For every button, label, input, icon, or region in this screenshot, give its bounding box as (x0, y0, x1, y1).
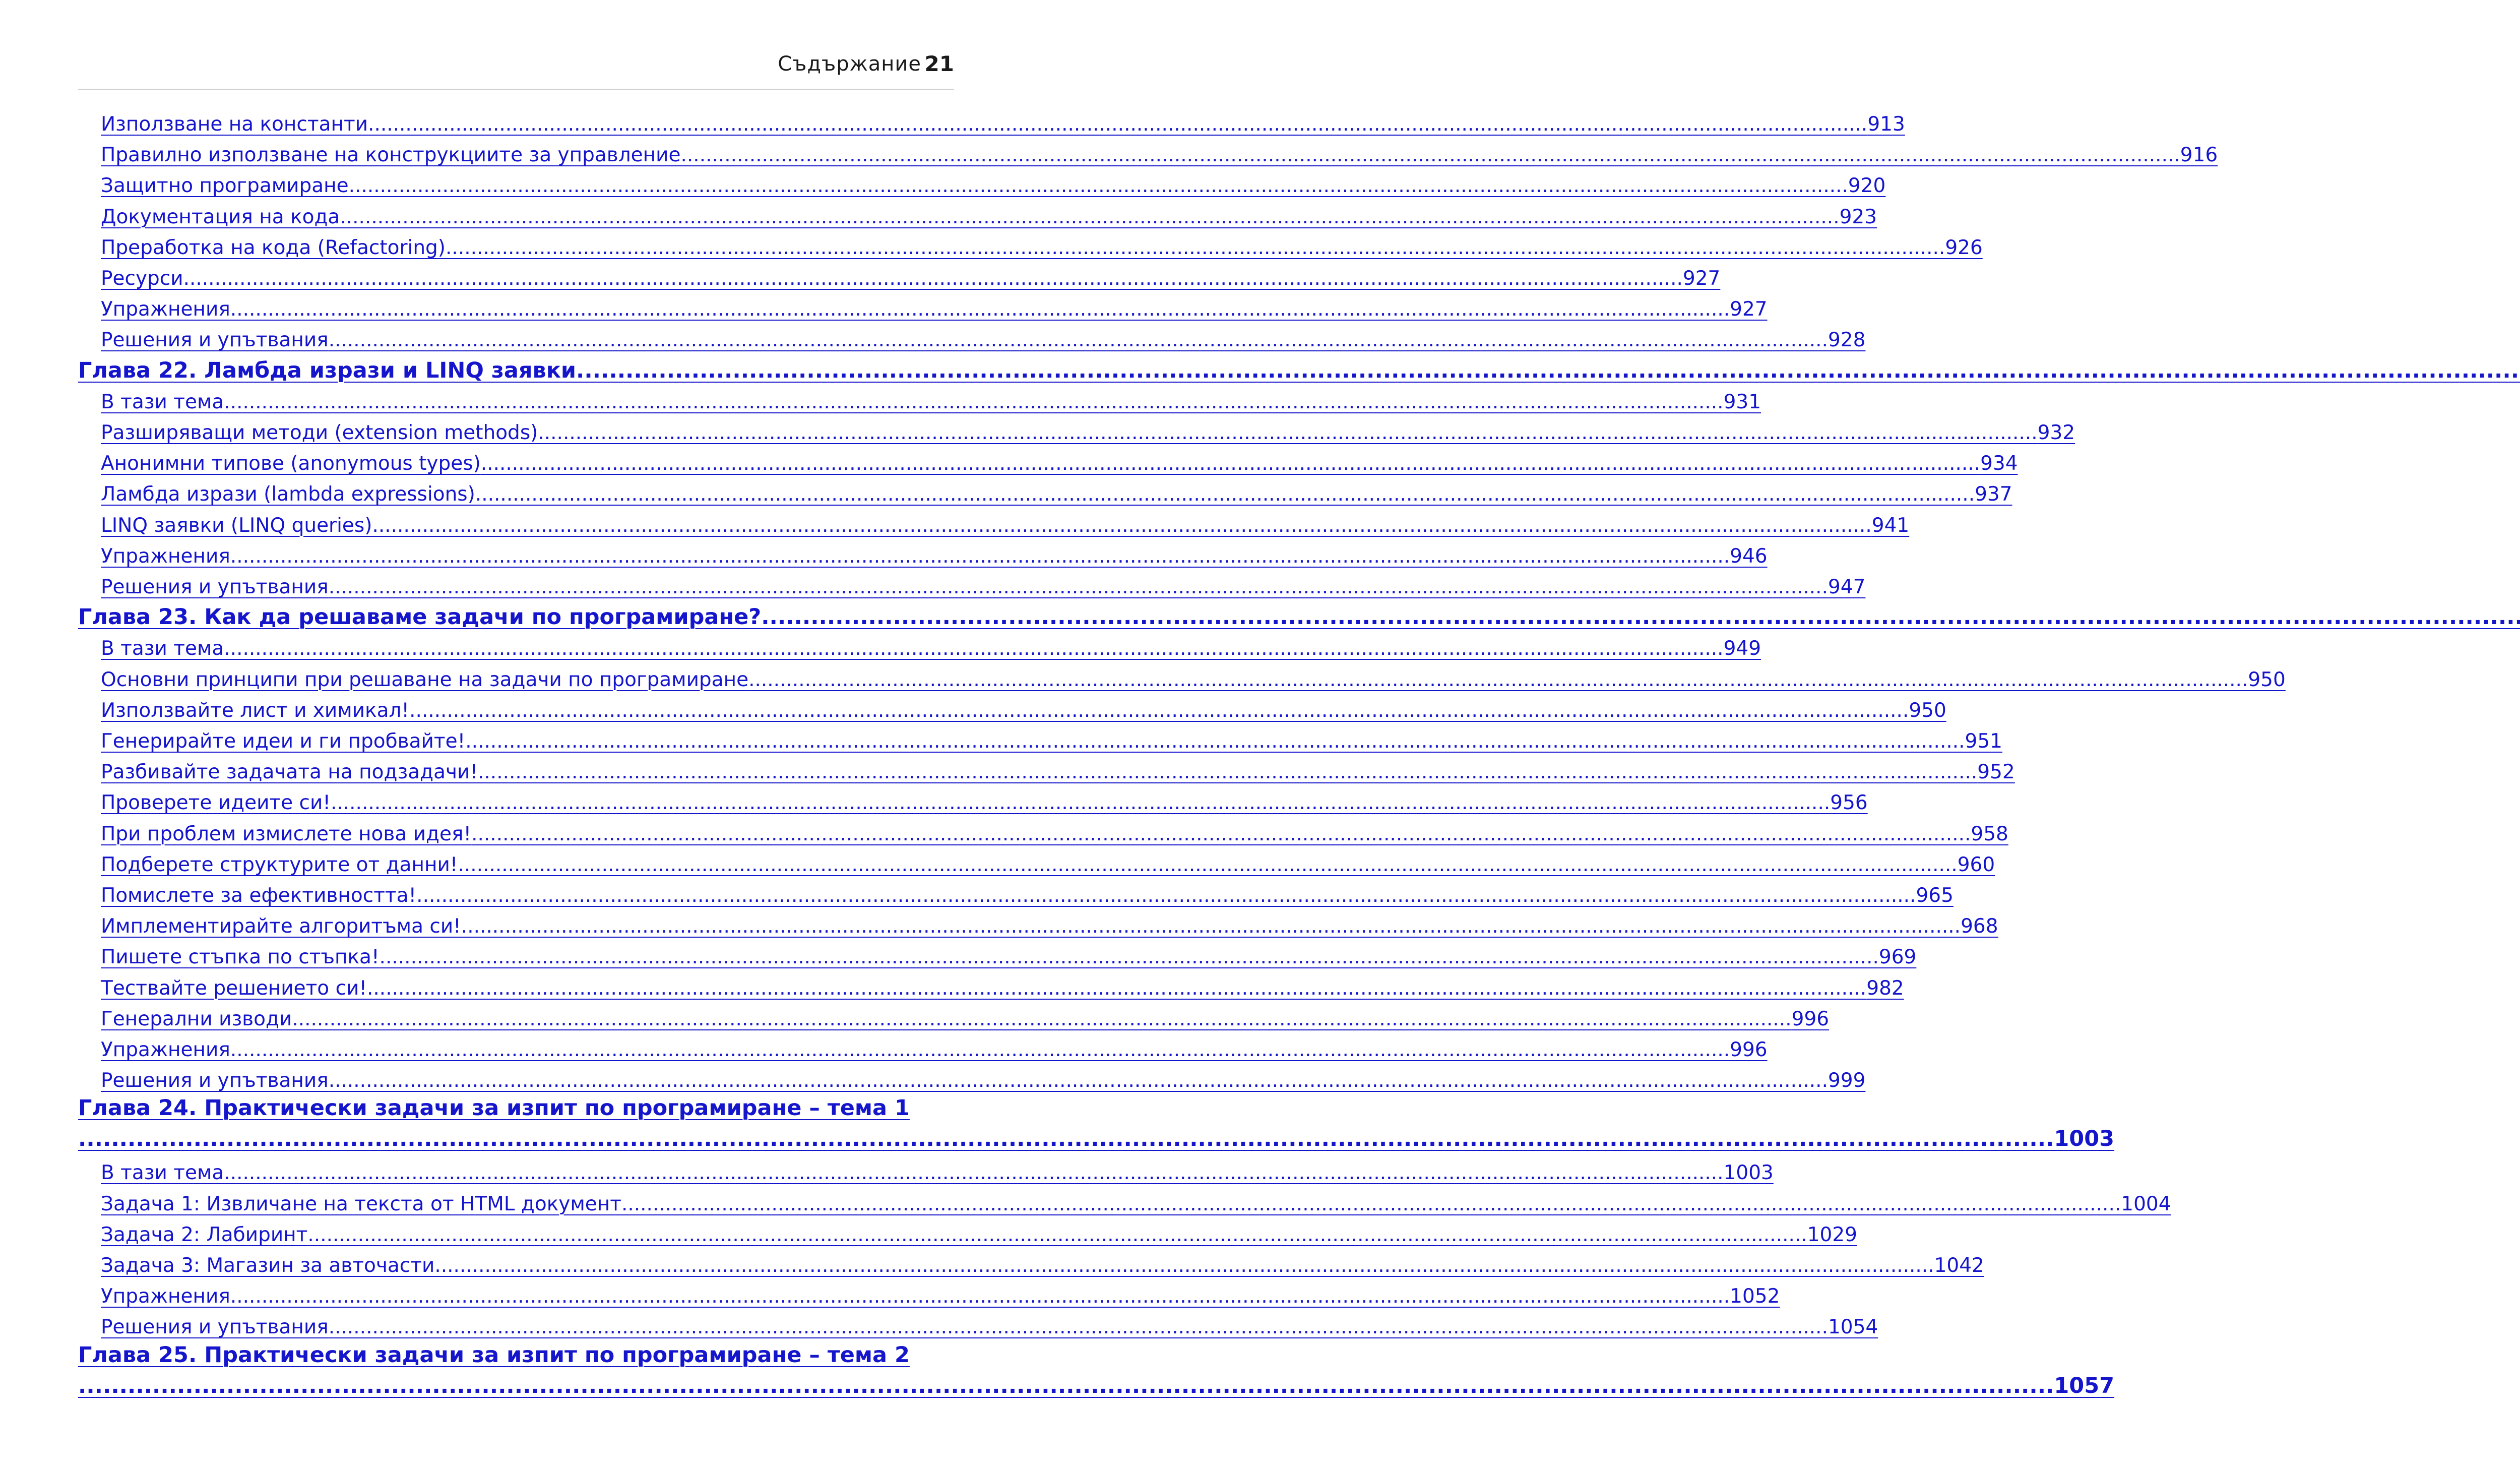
toc-entry (0, 908, 1998, 939)
toc-entry (0, 507, 1910, 538)
toc-entry (0, 260, 1721, 291)
toc-page-number: 931 (1723, 390, 1761, 413)
toc-entry-label: Помислете за ефективността! (101, 884, 417, 907)
toc-dot-leader (372, 514, 1871, 538)
toc-entry (0, 229, 1983, 260)
toc-page-number: 1054 (1828, 1316, 1878, 1339)
header-page-number: 21 (924, 51, 954, 76)
toc-entry (0, 137, 2218, 167)
toc-link[interactable] (101, 939, 1917, 972)
toc-dot-leader (475, 482, 1975, 507)
toc-entry-label: Упражнения (101, 544, 230, 568)
toc-page-number: 960 (1957, 853, 1995, 876)
toc-entry (0, 846, 1995, 877)
toc-entry-label: Решения и упътвания (101, 329, 329, 352)
toc-page-number: 1029 (1807, 1223, 1857, 1246)
toc-entry-label: Защитно програмиране (101, 174, 349, 198)
toc-page-number: 950 (2248, 668, 2286, 691)
toc-link[interactable] (78, 1121, 2115, 1154)
toc-link[interactable] (101, 106, 1905, 140)
toc-entry-label: Използвайте лист и химикал! (101, 699, 410, 722)
toc-page-number: 926 (1945, 236, 1983, 259)
toc-dot-leader (434, 1254, 1934, 1278)
toc-link[interactable] (101, 692, 1946, 726)
toc-entry (0, 1309, 1878, 1339)
toc-entry (0, 816, 2008, 846)
toc-dot-leader (481, 452, 1980, 476)
toc-page-number: 920 (1848, 174, 1886, 198)
toc-entry (0, 414, 2075, 445)
toc-dot-leader (380, 945, 1879, 969)
toc-entry-label: Задача 1: Извличане на текста от HTML документ (101, 1192, 621, 1215)
toc-page-number: 932 (2037, 421, 2075, 444)
toc-entry-label: Правилно използване на конструкциите за управление (101, 144, 681, 167)
toc-link[interactable] (101, 1247, 1984, 1281)
toc-dot-leader (307, 1223, 1807, 1247)
toc-link[interactable] (101, 877, 1954, 911)
toc-entry (0, 199, 1877, 229)
toc-link[interactable] (101, 260, 1721, 294)
toc-chapter-entry (0, 353, 1032, 384)
toc-page-number: 1042 (1934, 1254, 1984, 1277)
toc-dot-leader (416, 884, 1916, 908)
toc-link[interactable] (101, 970, 1904, 1004)
toc-page-number: 996 (1730, 1038, 1768, 1061)
toc-entry-label: Упражнения (101, 1038, 230, 1061)
toc-page-number: 950 (1909, 699, 1946, 722)
toc-chapter-label[interactable]: Глава 25. Практически задачи за изпит по програмиране – тема 2 (78, 1342, 910, 1368)
toc-dot-leader (409, 699, 1909, 723)
toc-entry (0, 291, 1768, 322)
toc-entry (0, 723, 2002, 754)
toc-dot-leader (329, 1069, 1828, 1093)
toc-chapter-entry (0, 599, 1032, 630)
toc-entry-label: При проблем измислете нова идея! (101, 822, 472, 845)
toc-page-number: 916 (2180, 144, 2218, 167)
toc-entry-label: Ресурси (101, 267, 183, 290)
toc-entry (0, 939, 1917, 969)
toc-entry (0, 445, 2018, 476)
toc-entry-label: Глава 22. Ламбда изрази и LINQ заявки (78, 357, 577, 383)
toc-entry-label: LINQ заявки (LINQ queries) (101, 514, 372, 537)
toc-page-number: 996 (1791, 1007, 1830, 1030)
toc-dot-leader (349, 174, 1848, 198)
toc-dot-leader (78, 1373, 2054, 1399)
toc-dot-leader (458, 853, 1957, 877)
toc-page-number: 965 (1916, 884, 1954, 907)
toc-link[interactable] (101, 846, 1995, 880)
toc-page-number: 946 (1730, 544, 1768, 568)
toc-page-number: 1003 (1723, 1161, 1774, 1185)
toc-chapter-entry (0, 1093, 2115, 1154)
toc-chapter-label[interactable]: Глава 24. Практически задачи за изпит по програмиране – тема 1 (78, 1095, 910, 1121)
toc-dot-leader (478, 760, 1977, 784)
toc-link[interactable] (101, 1216, 1857, 1250)
toc-entry-label: Анонимни типове (anonymous types) (101, 452, 481, 475)
toc-dot-leader (329, 1315, 1828, 1339)
toc-entry (0, 784, 1868, 815)
toc-entry-label: Генерирайте идеи и ги пробвайте! (101, 730, 466, 753)
toc-link[interactable] (101, 445, 2018, 479)
toc-dot-leader (471, 822, 1971, 846)
toc-entry (0, 692, 1946, 723)
toc-link[interactable] (101, 229, 1983, 263)
toc-entry (0, 970, 1904, 1001)
toc-link[interactable] (101, 1001, 1830, 1034)
toc-dot-leader (224, 1161, 1723, 1185)
toc-page-number: 923 (1839, 205, 1877, 228)
toc-dot-leader (230, 1284, 1730, 1309)
toc-dot-leader (329, 328, 1828, 352)
toc-page-number: 958 (1971, 822, 2008, 845)
toc-entry-label: Разширяващи методи (extension methods) (101, 421, 538, 444)
toc-dot-leader (761, 604, 2520, 630)
toc-link[interactable] (101, 137, 2218, 170)
toc-dot-leader (78, 1126, 2054, 1152)
toc-page-number: 928 (1828, 329, 1866, 352)
toc-page-number: 937 (1975, 483, 2012, 506)
toc-entry (0, 384, 1761, 414)
toc-page-number: 951 (1965, 730, 2002, 753)
toc-page-number: 1003 (2054, 1126, 2115, 1152)
toc-entry-label: Задача 2: Лабиринт (101, 1223, 308, 1246)
toc-page-number: 982 (1866, 976, 1904, 1000)
toc-link[interactable] (101, 291, 1768, 325)
toc-dot-leader (446, 236, 1945, 260)
toc-dot-leader (368, 112, 1867, 137)
toc-dot-leader (621, 1192, 2121, 1216)
toc-entry (0, 1154, 1774, 1185)
toc-entry (0, 754, 2015, 784)
toc-dot-leader (224, 637, 1723, 661)
toc-dot-leader (367, 976, 1866, 1001)
toc-dot-leader (230, 1038, 1730, 1062)
toc-entry (0, 322, 1866, 352)
toc-dot-leader (748, 668, 2248, 692)
toc-link[interactable] (101, 816, 2008, 849)
toc-dot-leader (329, 575, 1828, 599)
toc-link[interactable] (101, 1031, 1768, 1065)
toc-entry-label: Решения и упътвания (101, 576, 329, 598)
toc-entry-label: В тази тема (101, 637, 224, 660)
toc-link[interactable] (78, 1368, 2115, 1401)
toc-dot-leader (230, 544, 1730, 569)
toc-page-number: 941 (1871, 514, 1910, 537)
toc-page-number: 927 (1682, 267, 1721, 290)
toc-link[interactable] (101, 322, 1866, 355)
toc-entry-label: Решения и упътвания (101, 1069, 329, 1092)
toc-entry-label: Ламбда изрази (lambda expressions) (101, 483, 475, 506)
toc-entry-label: Основни принципи при решаване на задачи по програмиране (101, 668, 749, 691)
toc-dot-leader (331, 791, 1830, 815)
toc-entry-label: Генерални изводи (101, 1007, 292, 1030)
toc-chapter-entry (0, 1340, 2115, 1401)
toc-link[interactable] (101, 414, 2075, 448)
toc-page-number: 956 (1830, 791, 1868, 815)
toc-link[interactable] (101, 1309, 1878, 1342)
toc-dot-leader (461, 914, 1961, 939)
toc-dot-leader (230, 297, 1730, 322)
toc-page-number: 1004 (2121, 1192, 2171, 1215)
toc-link[interactable] (101, 723, 2002, 757)
toc-entry-label: В тази тема (101, 390, 224, 413)
toc-entry (0, 538, 1768, 569)
toc-entry (0, 1031, 1768, 1062)
toc-entry (0, 1062, 1866, 1093)
toc-entry (0, 167, 1886, 198)
toc-entry-label: Упражнения (101, 1285, 230, 1308)
toc-dot-leader (340, 205, 1839, 229)
toc-page-number: 969 (1878, 946, 1917, 969)
toc-entry (0, 1186, 2171, 1216)
toc-page-number: 913 (1867, 113, 1905, 136)
toc-entry-label: Задача 3: Магазин за авточасти (101, 1254, 435, 1277)
toc-link[interactable] (101, 784, 1868, 818)
toc-entry-label: Проверете идеите си! (101, 791, 331, 815)
toc-link[interactable] (101, 507, 1910, 541)
toc-page-number: 947 (1828, 576, 1866, 598)
toc-entry (0, 1216, 1857, 1247)
toc-entry (0, 1247, 1984, 1278)
toc-page-number: 934 (1980, 452, 2018, 475)
toc-entry (0, 630, 1761, 661)
toc-link[interactable] (101, 661, 2286, 695)
toc-link[interactable] (101, 476, 2012, 510)
header-title: Съдържание (778, 52, 921, 76)
toc-entry (0, 877, 1954, 908)
toc-entry (0, 106, 1905, 137)
toc-entry-label: В тази тема (101, 1161, 224, 1185)
toc-entry (0, 1278, 1780, 1309)
toc-link[interactable] (101, 908, 1998, 942)
toc-entry-label: Разбивайте задачата на подзадачи! (101, 761, 478, 784)
toc-dot-leader (465, 729, 1965, 754)
toc-entry-label: Пишете стъпка по стъпка! (101, 946, 380, 969)
toc-entry-label: Използване на константи (101, 113, 368, 136)
header-divider (78, 89, 954, 90)
toc-entry (0, 476, 2012, 507)
toc-entry (0, 1001, 1830, 1031)
toc-link[interactable] (101, 1278, 1780, 1312)
toc-link[interactable] (78, 599, 954, 633)
toc-link[interactable] (101, 754, 2015, 787)
toc-page-number: 999 (1828, 1069, 1866, 1092)
toc-entry-label: Глава 23. Как да решаваме задачи по програмиране? (78, 604, 762, 630)
toc-dot-leader (183, 267, 1683, 291)
toc-page-number: 1057 (2054, 1373, 2115, 1398)
toc-dot-leader (538, 421, 2037, 445)
toc-page-number: 968 (1961, 915, 1998, 938)
toc-dot-leader (681, 143, 2180, 167)
toc-entry-label: Тествайте решението си! (101, 976, 367, 1000)
toc-page-number: 1052 (1730, 1285, 1780, 1308)
toc-dot-leader (224, 390, 1723, 414)
toc-link[interactable] (101, 1154, 1774, 1188)
toc-entry-label: Упражнения (101, 298, 230, 321)
toc-entry-label: Имплементирайте алгоритъма си! (101, 915, 461, 938)
toc-page-number: 949 (1723, 637, 1761, 660)
toc-entry-label: Документация на кода (101, 205, 340, 228)
toc-link[interactable] (101, 569, 1866, 602)
toc-entry (0, 569, 1866, 599)
toc-link[interactable] (101, 199, 1877, 232)
toc-link[interactable] (101, 630, 1761, 664)
toc-entry-label: Преработка на кода (Refactoring) (101, 236, 446, 259)
toc-link[interactable] (101, 167, 1886, 201)
toc-dot-leader (292, 1007, 1791, 1031)
toc-link[interactable] (101, 384, 1761, 417)
toc-link[interactable] (101, 1062, 1866, 1096)
toc-entry (0, 661, 2286, 692)
toc-dot-leader (576, 357, 2520, 384)
toc-link[interactable] (101, 1186, 2171, 1219)
toc-link[interactable] (78, 353, 954, 386)
toc-entry-label: Подберете структурите от данни! (101, 853, 458, 876)
toc-page-number: 927 (1730, 298, 1768, 321)
toc-link[interactable] (101, 538, 1768, 572)
toc-page-number: 952 (1977, 761, 2015, 784)
toc-entry-label: Решения и упътвания (101, 1316, 329, 1339)
